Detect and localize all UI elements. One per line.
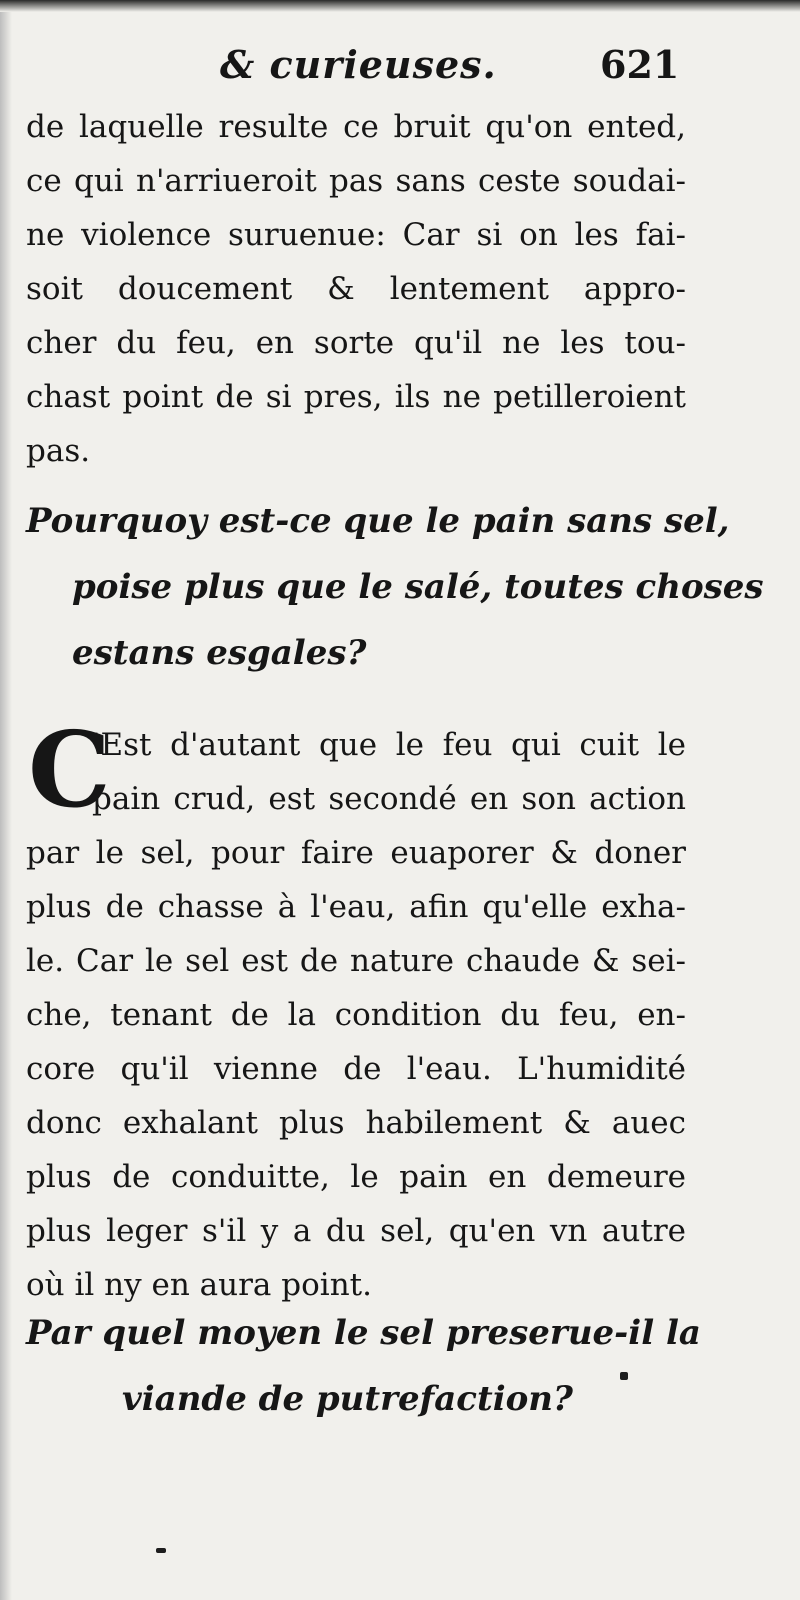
heading-line: Par quel moyen le sel preserue-il la <box>26 1313 701 1353</box>
heading-line: estans esgales? <box>72 633 367 673</box>
drop-cap: C <box>28 708 111 831</box>
running-title: & curieuses. <box>220 42 497 87</box>
text-line: core qu'il vienne de l'eau. L'humidité <box>26 1051 686 1087</box>
text-line: donc exhalant plus habilement & auec <box>26 1105 686 1141</box>
text-line: ne violence suruenue: Car si on les fai- <box>26 217 686 253</box>
answer-paragraph <box>26 708 686 1312</box>
heading-line: viande de putrefaction? <box>122 1379 573 1419</box>
text-line: où il ny en aura point. <box>26 1267 372 1303</box>
question-heading <box>26 488 764 686</box>
text-line: pas. <box>26 433 91 469</box>
text-line: chast point de si pres, ils ne petilleroient <box>26 379 686 415</box>
text-line: che, tenant de la condition du feu, en- <box>26 997 686 1033</box>
text-line: ce qui n'arriueroit pas sans ceste soudai- <box>26 163 686 199</box>
text-line: plus de chasse à l'eau, afin qu'elle exha- <box>26 889 686 925</box>
page-gutter-shadow <box>0 0 12 1600</box>
ink-speck <box>156 1548 166 1553</box>
text-line: plus de conduitte, le pain en demeure <box>26 1159 686 1195</box>
question-heading <box>26 1300 701 1432</box>
page-top-shadow <box>0 0 800 12</box>
text-line: par le sel, pour faire euaporer & doner <box>26 835 686 871</box>
text-line: cher du feu, en sorte qu'il ne les tou- <box>26 325 686 361</box>
page-header <box>0 42 800 102</box>
ink-speck <box>620 1372 628 1380</box>
paragraph-continued <box>26 100 686 478</box>
text-line: de laquelle resulte ce bruit qu'on ented, <box>26 109 686 145</box>
text-line: 'Est d'autant que le feu qui cuit le <box>92 727 686 763</box>
text-line: soit doucement & lentement appro- <box>26 271 686 307</box>
text-line: plus leger s'il y a du sel, qu'en vn autre <box>26 1213 686 1249</box>
page-number: 621 <box>600 42 680 87</box>
heading-line: poise plus que le salé, toutes choses <box>72 567 764 607</box>
heading-line: Pourquoy est-ce que le pain sans sel, <box>26 501 730 541</box>
text-line: le. Car le sel est de nature chaude & sei- <box>26 943 686 979</box>
text-line: pain crud, est secondé en son action <box>92 781 686 817</box>
